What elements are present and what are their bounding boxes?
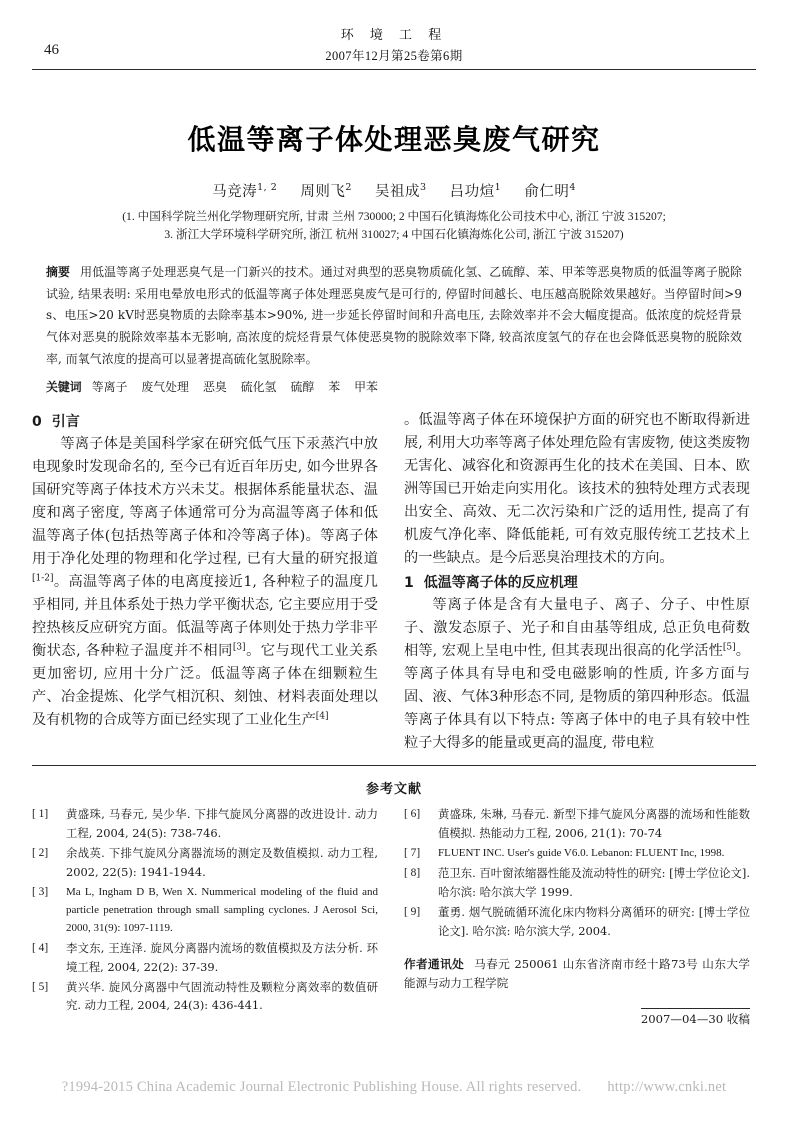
author-name: 吕功煊	[449, 184, 495, 200]
copyright-text: ?1994-2015 China Academic Journal Electronic Publishing House. All rights reserved.	[61, 1079, 582, 1095]
header-rule	[32, 69, 756, 70]
journal-issue-line: 2007年12月第25卷第6期	[325, 49, 463, 63]
keyword: 等离子	[91, 380, 128, 395]
paragraph-text: 等离子体是美国科学家在研究低气压下汞蒸汽中放电现象时发现命名的, 至今已有近百年历史, 如今世界各国研究等离子体技术方兴未艾。根据体系能量状态、温度和离子密度, 等离子体通常可分为高温等离子体和低温等离子体(包括热等离子体和冷等离子体)。等离子体用于净化处理的物理和化学过程, 已有大量的研究报道	[32, 436, 378, 568]
cnki-url: http://www.cnki.net	[607, 1079, 727, 1095]
citation-ref: [5]	[722, 642, 736, 653]
paragraph-intro	[32, 433, 378, 732]
author-name: 马竞涛	[212, 184, 258, 200]
cnki-watermark	[0, 1079, 788, 1096]
keywords	[46, 378, 742, 395]
reference-text: 余战英. 下排气旋风分离器流场的测定及数值模拟. 动力工程, 2002, 22(5): 1941-1944.	[66, 846, 378, 879]
reference-number: [ 1]	[32, 808, 49, 821]
paragraph-text-cont3: 。低温等离子体在环境保护方面的研究也不断取得新进展, 利用大功率等离子体处理危险有害废物, 使这类废物无害化、减容化和资源再生化的技术在美国、日本、欧洲等国已开始走向实用化。该技术的独特处理方式表现出安全、高效、无二次污染和广泛的适用性, 提高了有机废气净化率、降低能耗, 可有效克服传统工艺技术上的一些缺点。是今后恶臭治理技术的方向。	[404, 412, 750, 567]
keyword: 废气处理	[141, 380, 189, 395]
references-columns	[32, 805, 756, 1028]
author-name: 俞仁明	[524, 184, 570, 200]
reference-item	[32, 805, 378, 843]
reference-number: [ 2]	[32, 847, 49, 860]
reference-text: 范卫东. 百叶窗浓缩器性能及流动特性的研究: [博士学位论文]. 哈尔滨: 哈尔滨大学 1999.	[438, 865, 750, 899]
reference-number: [ 9]	[404, 905, 421, 918]
correspondence	[404, 955, 750, 994]
keywords-label: 关键词	[46, 380, 82, 395]
reference-number: [ 3]	[32, 885, 49, 898]
section-title: 引言	[51, 414, 80, 431]
author-affil-marker: 1	[494, 182, 502, 194]
references-rule	[32, 765, 756, 766]
correspondence-label: 作者通讯处	[404, 956, 465, 971]
paragraph-text-cont2: 。它与现代工业关系更加密切, 应用十分广泛。低温等离子体在细颗粒生产、冶金提炼、化学气相沉积、刻蚀、材料表面处理以及有机物的合成等方面已经实现了工业化生产	[32, 643, 378, 729]
paragraph-text-cont: 。等离子体具有导电和受电磁影响的性质, 许多方面与固、液、气体3种形态不同, 是物质的第四种形态。低温等离子体具有以下特点: 等离子体中的电子具有较中性粒子大得多的能量或更高的温度, 带电粒	[404, 643, 750, 752]
section-title: 低温等离子体的反应机理	[423, 575, 578, 592]
author-affil-marker: 4	[569, 182, 576, 194]
reference-item	[32, 883, 378, 938]
reference-text: 李文东, 王连泽. 旋风分离器内流场的数值模拟及方法分析. 环境工程, 2004, 22(2): 37-39.	[66, 940, 378, 974]
paragraph-text: 等离子体是含有大量电子、离子、分子、中性原子、激发态原子、光子和自由基等组成, 总正负电荷数相等, 宏观上呈电中性, 但其表现出很高的化学活性	[404, 597, 750, 660]
abstract-text: 用低温等离子处理恶臭气是一门新兴的技术。通过对典型的恶臭物质硫化氢、乙硫醇、苯、甲苯等恶臭物质的低温等离子脱除试验, 结果表明: 采用电晕放电形式的低温等离子体处理恶臭废气是可行的, 停留时间越长、电压越高脱除效果越好。当停留时间>9 s、电压>20 kV时恶臭物质的去除率基本>90%, 进一步延长停留时间和升高电压, 去除效率并不会大幅度提高。低浓度的烷烃背景气体对恶臭的脱除效率基本无影响, 高浓度的烷烃背景气体使恶臭物的脱除效率下降, 较高浓度氢气的存在也会降低恶臭物的脱除效率, 而氧气浓度的提高可以显著提高硫化氢脱除率。	[46, 264, 742, 366]
author	[212, 184, 277, 200]
reference-text: FLUENT INC. User's guide V6.0. Lebanon: FLUENT Inc, 1998.	[438, 847, 725, 860]
author	[524, 184, 576, 200]
paragraph-mechanism	[404, 594, 750, 755]
received-date-wrap	[404, 1008, 750, 1028]
running-head	[32, 18, 756, 76]
reference-text: 黄兴华. 旋风分离器中气固流动特性及颗粒分离效率的数值研究. 动力工程, 2004, 24(3): 436-441.	[66, 979, 378, 1013]
citation-ref: [1-2]	[32, 573, 54, 584]
section-heading-0	[32, 411, 378, 431]
author-name: 周则飞	[300, 184, 346, 200]
author	[450, 184, 502, 200]
section-number: 1	[404, 575, 414, 592]
author-name: 吴祖成	[375, 184, 421, 200]
author-affil-marker: 3	[420, 182, 427, 194]
reference-item	[404, 903, 750, 941]
reference-number: [ 6]	[404, 808, 421, 821]
reference-item	[32, 978, 378, 1016]
reference-text: Ma L, Ingham D B, Wen X. Nummerical modeling of the fluid and particle penetration through small sampling cyclones. J Aerosol Sci, 2000, 31(9): 1097-1119.	[66, 885, 378, 935]
author	[375, 184, 427, 200]
body-columns	[32, 409, 756, 755]
reference-text: 黄盛珠, 马春元, 吴少华. 下排气旋风分离器的改进设计. 动力工程, 2004, 24(5): 738-746.	[66, 807, 378, 841]
citation-ref: [4]	[315, 711, 329, 722]
reference-number: [ 8]	[404, 866, 421, 879]
journal-name: 环 境 工 程	[340, 28, 448, 43]
reference-item	[404, 844, 750, 863]
author	[300, 184, 352, 200]
paragraph-text-cont: 。高温等离子体的电离度接近1, 各种粒子的温度几乎相同, 并且体系处于热力学平衡状态, 它主要应用于受控热核反应研究方面。低温等离子体则处于热力学非平衡状态, 各种粒子温度并不相同	[32, 574, 378, 660]
keyword: 恶臭	[202, 380, 227, 395]
references-column-left	[32, 805, 378, 1028]
section-number: 0	[32, 414, 42, 431]
body-column-right	[404, 409, 750, 755]
page-title: 低温等离子体处理恶臭废气研究	[187, 123, 601, 156]
reference-text: 黄盛珠, 朱琳, 马春元. 新型下排气旋风分离器的流场和性能数值模拟. 热能动力工程, 2006, 21(1): 70-74	[438, 807, 750, 841]
body-column-left	[32, 409, 378, 755]
author-list	[0, 180, 788, 201]
keyword: 硫化氢	[240, 380, 277, 395]
references-column-right	[404, 805, 750, 1028]
reference-item	[32, 939, 378, 977]
reference-item	[32, 844, 378, 882]
reference-number: [ 5]	[32, 980, 49, 993]
reference-item	[404, 805, 750, 843]
author-affil-marker: 2	[345, 182, 352, 194]
section-heading-1	[404, 572, 750, 592]
affiliations	[44, 208, 744, 244]
correspondence-text: 马春元 250061 山东省济南市经十路73号 山东大学能源与动力工程学院	[404, 956, 750, 991]
abstract	[46, 262, 742, 370]
reference-number: [ 4]	[32, 941, 49, 954]
author-affil-marker: 1, 2	[257, 182, 278, 194]
paragraph-intro-continued	[404, 409, 750, 570]
reference-text: 董勇. 烟气脱硫循环流化床内物料分离循环的研究: [博士学位论文]. 哈尔滨: 哈尔滨大学, 2004.	[438, 904, 750, 938]
page-number: 46	[44, 42, 59, 58]
affiliation-line-1: (1. 中国科学院兰州化学物理研究所, 甘肃 兰州 730000; 2 中国石化镇海炼化公司技术中心, 浙江 宁波 315207;	[122, 210, 666, 223]
journal-masthead	[32, 18, 756, 64]
keyword: 苯	[328, 380, 341, 395]
reference-number: [ 7]	[404, 847, 421, 860]
abstract-label: 摘要	[46, 264, 71, 279]
affiliation-line-2: 3. 浙江大学环境科学研究所, 浙江 杭州 310027; 4 中国石化镇海炼化公司, 浙江 宁波 315207)	[164, 227, 624, 241]
references-title: 参考文献	[365, 782, 422, 798]
keyword: 硫醇	[290, 380, 315, 395]
reference-item	[404, 864, 750, 902]
citation-ref: [3]	[232, 642, 246, 653]
keyword: 甲苯	[354, 380, 378, 395]
received-date: 2007—04—30 收稿	[641, 1008, 750, 1027]
